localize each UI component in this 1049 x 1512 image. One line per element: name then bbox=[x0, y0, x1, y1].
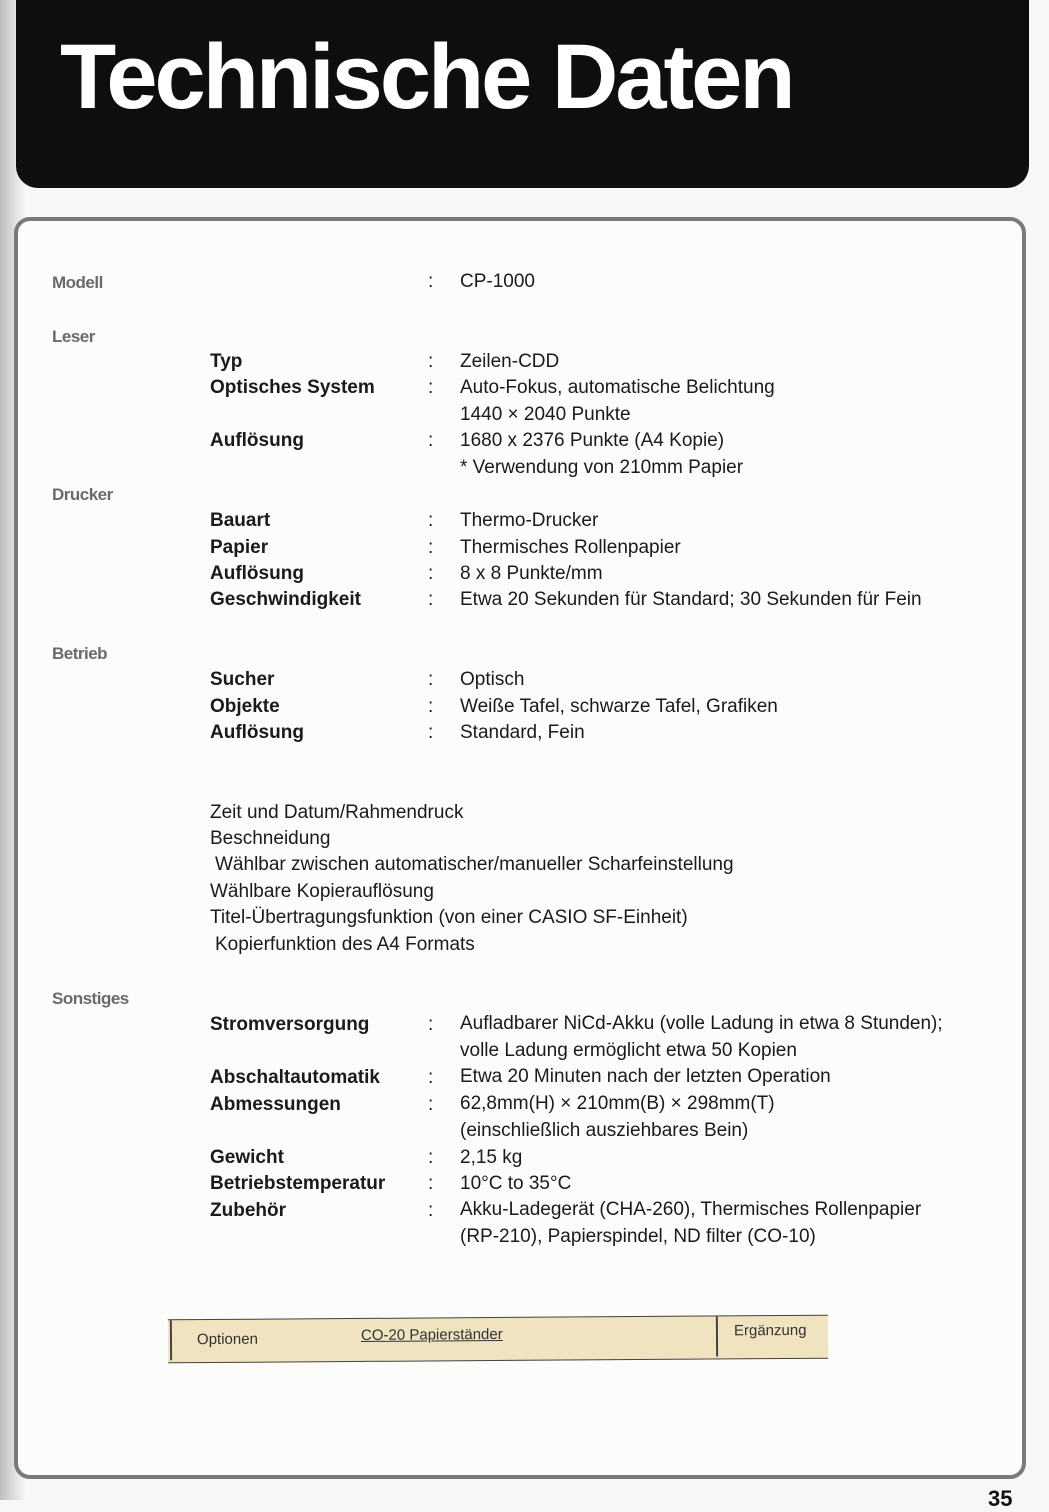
spec-key-bauart: Bauart bbox=[210, 510, 271, 531]
spec-key-zubehoer: Zubehör bbox=[210, 1200, 286, 1221]
spec-value-stromversorgung: Aufladbarer NiCd-Akku (volle Ladung in etwa 8 Stunden); bbox=[460, 1013, 943, 1034]
spec-key-papier: Papier bbox=[210, 537, 269, 558]
title-bar bbox=[16, 0, 1029, 188]
section-label-drucker: Drucker bbox=[52, 485, 113, 504]
spec-value-abmessungen-line2: (einschließlich ausziehbares Bein) bbox=[460, 1120, 749, 1141]
spec-key-stromversorgung: Stromversorgung bbox=[210, 1014, 370, 1035]
colon: : bbox=[428, 377, 434, 398]
section-label-betrieb: Betrieb bbox=[52, 644, 108, 663]
colon: : bbox=[428, 1094, 434, 1115]
section-label-sonstiges: Sonstiges bbox=[52, 989, 129, 1008]
feature-item: Kopierfunktion des A4 Formats bbox=[215, 934, 475, 955]
spec-value-betriebstemperatur: 10°C to 35°C bbox=[460, 1173, 572, 1194]
feature-item: Beschneidung bbox=[210, 828, 331, 849]
spec-key-typ: Typ bbox=[210, 351, 243, 372]
spec-value-gewicht: 2,15 kg bbox=[460, 1147, 523, 1168]
colon: : bbox=[428, 351, 434, 372]
supplement-tag: Ergänzung bbox=[733, 1321, 807, 1340]
colon: : bbox=[428, 1147, 434, 1168]
spec-key-betriebstemperatur: Betriebstemperatur bbox=[210, 1173, 386, 1194]
colon: : bbox=[428, 589, 434, 610]
spec-value-bauart: Thermo-Drucker bbox=[460, 510, 599, 531]
colon: : bbox=[428, 510, 434, 531]
section-label-leser: Leser bbox=[52, 327, 95, 346]
colon: : bbox=[428, 1173, 434, 1194]
spec-value-zubehoer: Akku-Ladegerät (CHA-260), Thermisches Rollenpapier bbox=[460, 1199, 922, 1220]
spec-key-aufloesung-betrieb: Auflösung bbox=[210, 722, 304, 743]
colon: : bbox=[428, 1014, 434, 1035]
page-number: 35 bbox=[988, 1486, 1013, 1511]
strip-divider bbox=[716, 1316, 718, 1356]
supplement-label: Optionen bbox=[196, 1330, 258, 1349]
spec-key-optisches-system: Optisches System bbox=[210, 377, 375, 398]
spec-value-aufloesung-leser: 1680 x 2376 Punkte (A4 Kopie) bbox=[460, 430, 725, 451]
colon: : bbox=[428, 722, 434, 743]
spec-key-objekte: Objekte bbox=[210, 696, 280, 717]
feature-item: Wählbar zwischen automatischer/manueller Scharfeinstellung bbox=[215, 854, 734, 875]
spec-value-aufloesung-leser-note: * Verwendung von 210mm Papier bbox=[460, 457, 744, 478]
spec-key-sucher: Sucher bbox=[210, 669, 275, 690]
spec-key-aufloesung-drucker: Auflösung bbox=[210, 563, 304, 584]
spec-value-stromversorgung-line2: volle Ladung ermöglicht etwa 50 Kopien bbox=[460, 1040, 797, 1061]
colon: : bbox=[428, 537, 434, 558]
supplement-strip bbox=[168, 1315, 828, 1364]
colon: : bbox=[428, 430, 434, 451]
section-label-modell: Modell bbox=[52, 273, 103, 292]
strip-edge bbox=[170, 1320, 172, 1360]
spec-value-modell: CP-1000 bbox=[460, 271, 535, 292]
spec-value-abmessungen: 62,8mm(H) × 210mm(B) × 298mm(T) bbox=[460, 1093, 775, 1114]
spec-value-abschaltautomatik: Etwa 20 Minuten nach der letzten Operation bbox=[460, 1066, 831, 1087]
colon: : bbox=[428, 271, 434, 292]
spec-value-aufloesung-betrieb: Standard, Fein bbox=[460, 722, 585, 743]
colon: : bbox=[428, 1067, 434, 1088]
spec-key-aufloesung-leser: Auflösung bbox=[210, 430, 304, 451]
page-title: Technische Daten bbox=[60, 26, 793, 128]
feature-item: Titel-Übertragungsfunktion (von einer CASIO SF-Einheit) bbox=[210, 907, 688, 928]
spec-value-zubehoer-line2: (RP-210), Papierspindel, ND filter (CO-10) bbox=[460, 1226, 816, 1247]
spec-value-optisches-system-line2: 1440 × 2040 Punkte bbox=[460, 404, 631, 425]
spec-key-abmessungen: Abmessungen bbox=[210, 1094, 341, 1115]
spec-value-objekte: Weiße Tafel, schwarze Tafel, Grafiken bbox=[460, 696, 778, 717]
spec-value-optisches-system: Auto-Fokus, automatische Belichtung bbox=[460, 377, 775, 398]
spec-value-sucher: Optisch bbox=[460, 669, 525, 690]
supplement-option: CO-20 Papierständer bbox=[360, 1325, 503, 1344]
colon: : bbox=[428, 669, 434, 690]
spec-key-geschwindigkeit: Geschwindigkeit bbox=[210, 589, 361, 610]
colon: : bbox=[428, 696, 434, 717]
spec-value-typ: Zeilen-CDD bbox=[460, 351, 560, 372]
spec-key-abschaltautomatik: Abschaltautomatik bbox=[210, 1067, 380, 1088]
spec-key-gewicht: Gewicht bbox=[210, 1147, 284, 1168]
spec-value-aufloesung-drucker: 8 x 8 Punkte/mm bbox=[460, 563, 603, 584]
spec-value-papier: Thermisches Rollenpapier bbox=[460, 537, 681, 558]
feature-item: Wählbare Kopierauflösung bbox=[210, 881, 434, 902]
spec-value-geschwindigkeit: Etwa 20 Sekunden für Standard; 30 Sekunden für Fein bbox=[460, 589, 922, 610]
feature-item: Zeit und Datum/Rahmendruck bbox=[210, 802, 464, 823]
colon: : bbox=[428, 563, 434, 584]
colon: : bbox=[428, 1200, 434, 1221]
